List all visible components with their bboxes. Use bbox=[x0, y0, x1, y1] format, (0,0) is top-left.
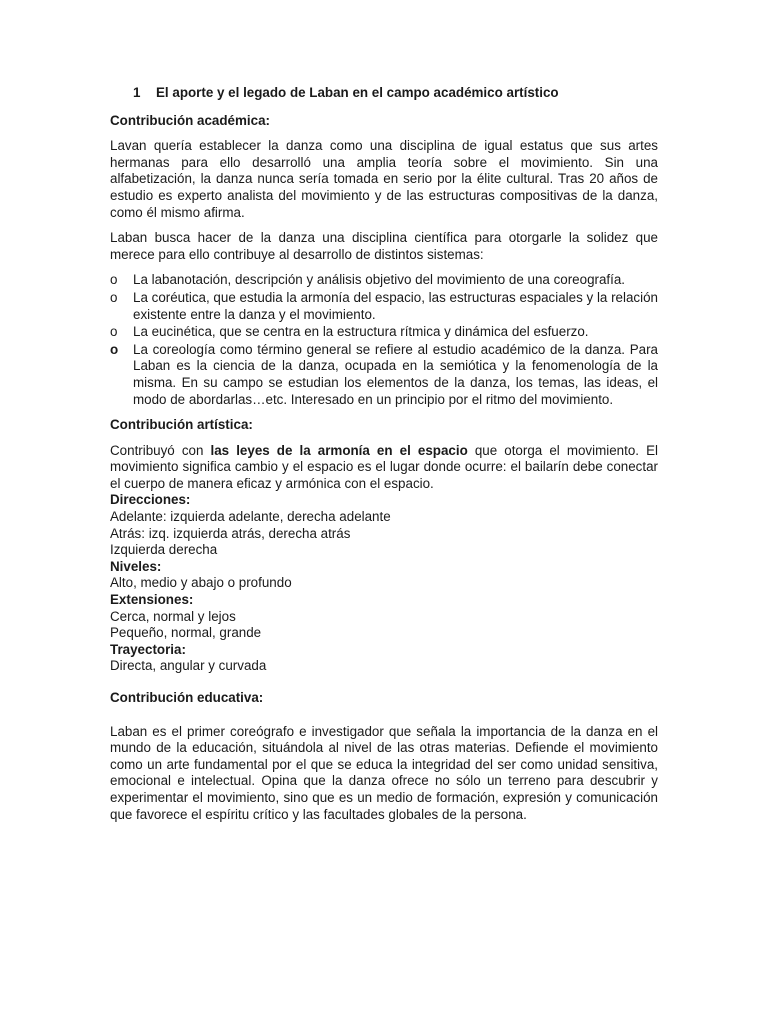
levels-line: Alto, medio y abajo o profundo bbox=[110, 575, 292, 591]
artistic-intro bbox=[110, 443, 658, 493]
heading-number: 1 bbox=[133, 85, 141, 100]
extensions-label: Extensiones: bbox=[110, 592, 194, 608]
academic-paragraph-1: Lavan quería establecer la danza como una disciplina de igual estatus que sus artes hermanas para ello desarrolló una amplia teoría sobre el movimiento. Sin una alfabetización, la danza nunca sería tomada en serio por la élite cultural. Tras 20 años de estudio es experto analista del movimiento y de las estructuras compositivas de la danza, como él mismo afirma. bbox=[110, 138, 658, 220]
extensions-line: Pequeño, normal, grande bbox=[110, 625, 262, 641]
bullet-icon: o bbox=[110, 272, 118, 288]
list-item-text: La eucinética, que se centra en la estructura rítmica y dinámica del esfuerzo. bbox=[133, 324, 589, 340]
artistic-section-title: Contribución artística: bbox=[110, 417, 253, 433]
systems-list bbox=[110, 272, 658, 408]
list-item bbox=[110, 324, 658, 341]
directions-line: Adelante: izquierda adelante, derecha adelante bbox=[110, 509, 391, 525]
trajectory-label: Trayectoria: bbox=[110, 641, 186, 657]
educational-paragraph: Laban es el primer coreógrafo e investigador que señala la importancia de la danza en el mundo de la educación, situándola al nivel de las otras materias. Defiende el movimiento como un arte fundamental por el que se educa la integridad del ser como unidad sensitiva, emocional e intelectual. Opina que la danza ofrece no sólo un terreno para descubrir y experimentar el movimiento, sino que es un medio de formación, expresión y comunicación que favorece el espíritu crítico y las facultades globales de la persona. bbox=[110, 723, 658, 822]
levels-label: Niveles: bbox=[110, 558, 162, 574]
academic-section-title: Contribución académica: bbox=[110, 112, 270, 128]
bullet-icon: o bbox=[110, 324, 118, 340]
artistic-intro-end: que otorga el movimiento. El movimiento significa cambio y el espacio es el lugar donde ocurre: el bailarín debe conectar el cuerpo de manera eficaz y armónica con el espacio. bbox=[110, 442, 658, 491]
list-item-text: La labanotación, descripción y análisis objetivo del movimiento de una coreografía. bbox=[133, 272, 626, 288]
list-item bbox=[110, 290, 658, 323]
list-item bbox=[110, 342, 658, 408]
trajectory-line: Directa, angular y curvada bbox=[110, 658, 267, 674]
academic-paragraph-2: Laban busca hacer de la danza una disciplina científica para otorgarle la solidez que merece para ello contribuye al desarrollo de distintos sistemas: bbox=[110, 230, 658, 262]
heading-title: El aporte y el legado de Laban en el campo académico artístico bbox=[156, 85, 559, 100]
directions-line: Izquierda derecha bbox=[110, 542, 218, 558]
main-heading bbox=[110, 85, 658, 102]
directions-label: Direcciones: bbox=[110, 492, 191, 508]
list-item-text: La coréutica, que estudia la armonía del espacio, las estructuras espaciales y la relación existente entre la danza y el movimiento. bbox=[133, 289, 658, 322]
list-item bbox=[110, 272, 658, 289]
directions-line: Atrás: izq. izquierda atrás, derecha atrás bbox=[110, 525, 351, 541]
educational-section-title: Contribución educativa: bbox=[110, 690, 264, 705]
list-item-text: La coreología como término general se refiere al estudio académico de la danza. Para Laban es la ciencia de la danza, ocupada en la semiótica y la fenomenología de la misma. En su campo se estudian los elementos de la danza, los temas, las ideas, el modo de abordarlas…etc. Interesado en un principio por el ritmo del movimiento. bbox=[133, 341, 658, 407]
bullet-icon: o bbox=[110, 341, 119, 357]
document-page bbox=[110, 85, 658, 832]
spacer bbox=[110, 707, 658, 724]
artistic-intro-emphasis: las leyes de la armonía en el espacio bbox=[210, 442, 468, 458]
artistic-intro-start: Contribuyó con bbox=[110, 442, 211, 458]
spacer bbox=[110, 675, 658, 690]
bullet-icon: o bbox=[110, 289, 118, 305]
extensions-line: Cerca, normal y lejos bbox=[110, 608, 236, 624]
